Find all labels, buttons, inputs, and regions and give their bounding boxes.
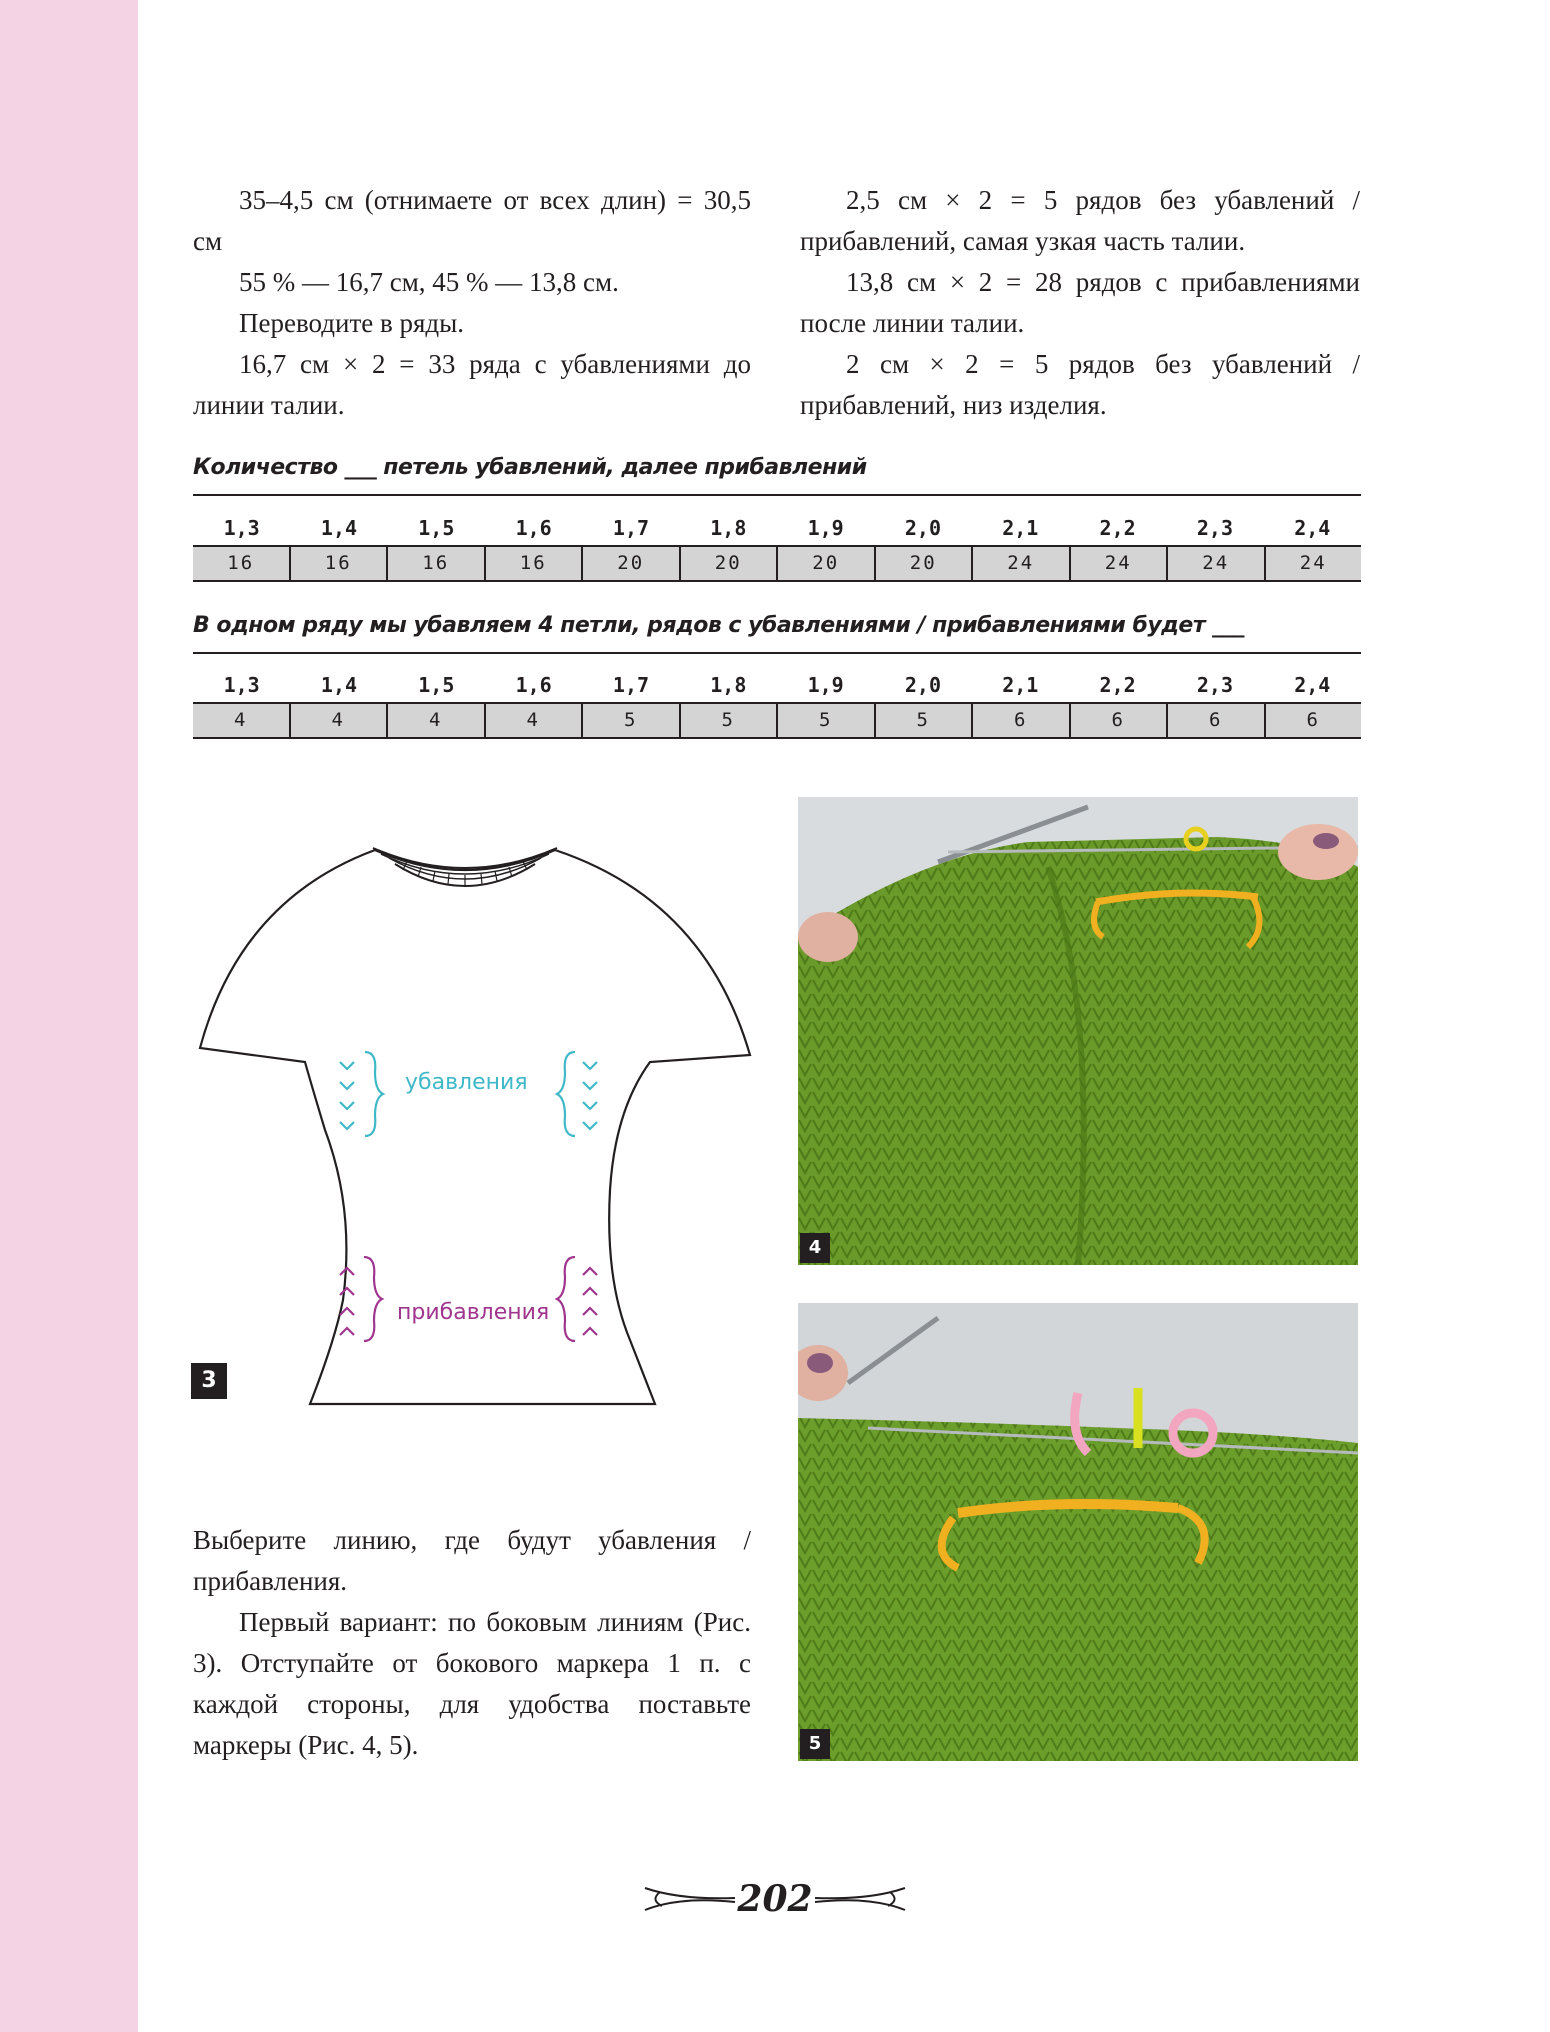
- table-header-cell: 1,8: [710, 673, 747, 697]
- table-value-cell: 4: [386, 704, 484, 737]
- table1: [193, 511, 1361, 582]
- paragraph: Выберите линию, где будут убавления / прибавления.: [193, 1525, 751, 1596]
- paragraph: 2,5 см × 2 = 5 рядов без убавлений / прибавлений, самая узкая часть талии.: [800, 185, 1360, 256]
- table-header-cell: 1,6: [515, 516, 552, 540]
- table-header-cell: 1,3: [223, 516, 260, 540]
- table-header-cell: 2,2: [1099, 516, 1136, 540]
- decrease-marks-left: [330, 1050, 460, 1170]
- table-value-cell: 6: [1069, 704, 1167, 737]
- table-value-cell: 6: [1166, 704, 1264, 737]
- paragraph: 2 см × 2 = 5 рядов без убавлений / прибавлений, низ изделия.: [800, 349, 1360, 420]
- table-value-cell: 4: [484, 704, 582, 737]
- table-header-cell: 1,3: [223, 673, 260, 697]
- table-header-cell: 2,2: [1099, 673, 1136, 697]
- table-header-cell: 1,9: [807, 516, 844, 540]
- page-number-ornament: [640, 1870, 910, 1930]
- table-value-cell: 20: [679, 547, 777, 580]
- table-header-cell: 1,9: [807, 673, 844, 697]
- photo4-label: 4: [800, 1233, 830, 1263]
- paragraph: 16,7 см × 2 = 33 ряда с убавлениями до линии талии.: [193, 349, 751, 420]
- photo4: [798, 797, 1358, 1265]
- decrease-marks-right: [555, 1050, 615, 1170]
- figure3-label: 3: [191, 1363, 227, 1399]
- table-header-cell: 1,5: [418, 673, 455, 697]
- table-value-cell: 5: [581, 704, 679, 737]
- table-header-cell: 2,1: [1002, 673, 1039, 697]
- table-value-cell: 16: [484, 547, 582, 580]
- table-header-cell: 1,4: [320, 673, 358, 697]
- table-value-cell: 24: [1069, 547, 1167, 580]
- photo4-knitting-image: [798, 797, 1358, 1265]
- table1-header-row: [193, 511, 1361, 545]
- table-value-cell: 20: [581, 547, 679, 580]
- page-number: 202: [737, 1878, 813, 1920]
- paragraph: Первый вариант: по боковым линиям (Рис. 3). Отступайте от бокового маркера 1 п. с каждой стороны, для удобства поставьте маркеры (Рис. 4, 5).: [193, 1607, 751, 1760]
- table-header-cell: 2,4: [1294, 673, 1331, 697]
- table-value-cell: 4: [234, 709, 248, 731]
- table-header-cell: 1,8: [710, 516, 747, 540]
- photo5: [798, 1303, 1358, 1761]
- table-value-cell: 6: [971, 704, 1069, 737]
- paragraph: Переводите в ряды.: [239, 308, 465, 338]
- table-value-cell: 16: [386, 547, 484, 580]
- table-header-cell: 1,4: [320, 516, 358, 540]
- table2-header-row: [193, 668, 1361, 702]
- table-header-cell: 2,3: [1196, 673, 1233, 697]
- table-value-cell: 4: [289, 704, 387, 737]
- table-header-cell: 1,5: [418, 516, 455, 540]
- table-header-cell: 2,1: [1002, 516, 1039, 540]
- right-text-column: [800, 180, 1360, 426]
- table-value-cell: 24: [1264, 547, 1362, 580]
- table2-value-row: [193, 702, 1361, 739]
- table1-rule: [193, 494, 1361, 496]
- photo5-label: 5: [800, 1729, 830, 1759]
- table-value-cell: 16: [227, 552, 255, 574]
- table1-caption: Количество ___ петель убавлений, далее прибавлений: [193, 455, 867, 480]
- increase-marks-right: [555, 1255, 615, 1370]
- table-value-cell: 24: [1166, 547, 1264, 580]
- table-value-cell: 5: [874, 704, 972, 737]
- paragraph: 13,8 см × 2 = 28 рядов с прибавлениями после линии талии.: [800, 267, 1360, 338]
- bottom-text-column: [193, 1520, 751, 1766]
- table-header-cell: 1,7: [612, 673, 650, 697]
- table-header-cell: 2,3: [1196, 516, 1233, 540]
- paragraph: 35–4,5 см (отнимаете от всех длин) = 30,5 см: [193, 185, 751, 256]
- table-header-cell: 1,7: [612, 516, 650, 540]
- table-value-cell: 5: [679, 704, 777, 737]
- table-value-cell: 20: [874, 547, 972, 580]
- table-value-cell: 16: [289, 547, 387, 580]
- photo5-knitting-image: [798, 1303, 1358, 1761]
- table-value-cell: 6: [1264, 704, 1362, 737]
- table2-rule: [193, 652, 1361, 654]
- increase-marks-left: [330, 1255, 390, 1370]
- table-header-cell: 1,6: [515, 673, 552, 697]
- table1-value-row: [193, 545, 1361, 582]
- left-text-column: [193, 180, 751, 426]
- table-value-cell: 20: [776, 547, 874, 580]
- table-header-cell: 2,4: [1294, 516, 1331, 540]
- table-value-cell: 5: [776, 704, 874, 737]
- decrease-label: убавления: [405, 1070, 528, 1095]
- paragraph: 55 % — 16,7 см, 45 % — 13,8 см.: [239, 267, 619, 297]
- table-value-cell: 24: [971, 547, 1069, 580]
- table2-caption: В одном ряду мы убавляем 4 петли, рядов с убавлениями / прибавлениями будет ___: [193, 613, 1244, 638]
- increase-label: прибавления: [397, 1300, 550, 1325]
- table2: [193, 668, 1361, 739]
- page-margin-band: [0, 0, 138, 2032]
- table-header-cell: 2,0: [904, 516, 942, 540]
- table-header-cell: 2,0: [904, 673, 942, 697]
